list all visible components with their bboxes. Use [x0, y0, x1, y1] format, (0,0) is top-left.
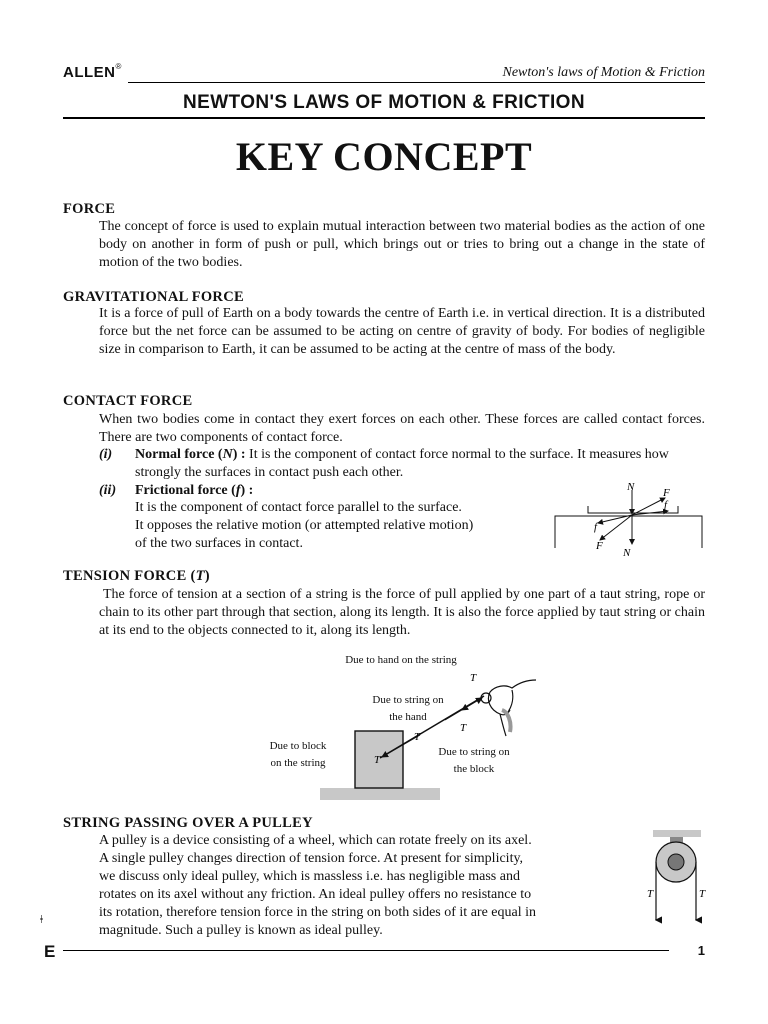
pulley-diagram: [635, 822, 715, 932]
side-mark: ǂ: [40, 912, 43, 926]
contact-force-diagram: [550, 478, 710, 560]
page-number: 1: [697, 943, 705, 958]
label-block-on-string: Due to block on the string: [269, 740, 327, 769]
label-T-hand: T: [470, 672, 477, 684]
item-number: (ii): [99, 483, 117, 498]
tension-paragraph: The force of tension at a section of a string is the force of pull applied by one part of a taut string, rope or chain to its other part through that section, along its length. It is also the force applied by taut string or chain at its end to the objects connected to it, along its length.: [99, 587, 705, 638]
label-string-on-block: Due to string on the block: [438, 746, 510, 775]
key-concept-title: KEY CONCEPT: [235, 134, 533, 179]
finger-tip: [481, 693, 491, 703]
footer-rule: [63, 950, 669, 951]
frictional-force-line-3: of the two surfaces in contact.: [135, 536, 303, 551]
contact-intro: When two bodies come in contact they exert forces on each other. These forces are called contact forces. There are two components of contact force.: [99, 412, 705, 445]
force-paragraph: The concept of force is used to explain mutual interaction between two material bodies as the action of one body on another in form of push or pull, which brings out or tries to bring out a change in the state of motion of the two bodies.: [99, 219, 705, 270]
chapter-title: NEWTON'S LAWS OF MOTION & FRICTION: [183, 92, 585, 113]
section-heading-force: FORCE: [63, 201, 116, 217]
pulley-axle: [668, 854, 684, 870]
normal-force-item: [99, 446, 112, 464]
label-f-bottom: f: [594, 521, 598, 533]
label-N-top: N: [627, 481, 635, 493]
frictional-force-line-1: It is the component of contact force parallel to the surface.: [135, 500, 462, 515]
brand-logo: ALLEN®: [63, 62, 122, 81]
normal-force-definition: Normal force (N) : It is the component of contact force normal to the surface. It measures how: [135, 447, 669, 462]
footer-letter: E: [44, 942, 56, 961]
label-T-right: T: [699, 888, 706, 900]
label-T-block: T: [374, 754, 381, 766]
frictional-force-term: Frictional force (f) :: [135, 483, 254, 498]
section-heading-contact: CONTACT FORCE: [63, 393, 193, 409]
running-title: Newton's laws of Motion & Friction: [502, 65, 705, 80]
header-rule: [128, 82, 705, 83]
resultant-arrow-top: [632, 498, 665, 515]
item-number: (i): [99, 447, 113, 462]
ground: [320, 788, 440, 800]
section-heading-gravitational: GRAVITATIONAL FORCE: [63, 289, 244, 305]
pulley-paragraph: A pulley is a device consisting of a wheel, which can rotate freely on its axel. A single pulley changes direction of tension force. At present for simplicity, we discuss only ideal pulley, which is massless i.e. has negligible mass and rotates on its axel without any friction. An ideal pulley offers no resistance to its rotation, therefore tension force in the string on both sides of it are equal in magnitude. Such a pulley is known as ideal pulley.: [99, 833, 536, 938]
lower-surface: [555, 516, 702, 548]
gravitational-paragraph: It is a force of pull of Earth on a body towards the centre of Earth i.e. in vertical direction. It is a distributed force but the net force can be assumed to be acting on centre of gravity of body. For bodies of negligible size in comparison to Earth, it can be assumed to be acting at the centre of mass of the body.: [99, 306, 705, 357]
label-f-top: f: [664, 499, 668, 511]
normal-force-definition-cont: strongly the surfaces in contact push each other.: [135, 465, 404, 480]
frictional-force-line-2: It opposes the relative motion (or attempted relative motion): [135, 518, 474, 533]
label-T-string-hand: T: [460, 722, 467, 734]
label-string-on-hand: Due to string on the hand: [372, 694, 444, 723]
section-heading-pulley: STRING PASSING OVER A PULLEY: [63, 815, 313, 831]
title-rule: [63, 117, 705, 119]
tension-diagram: [250, 650, 550, 805]
label-T-left: T: [647, 888, 654, 900]
label-N-bottom: N: [623, 547, 631, 559]
tension-arrow-string-hand: [462, 700, 478, 710]
ceiling: [653, 830, 701, 837]
label-F-top: F: [663, 487, 670, 499]
label-due-to-hand: Due to hand on the string: [345, 654, 457, 666]
section-heading-tension: TENSION FORCE (T): [63, 568, 210, 584]
label-T-string-block: T: [414, 731, 421, 743]
label-F-bottom: F: [596, 540, 603, 552]
